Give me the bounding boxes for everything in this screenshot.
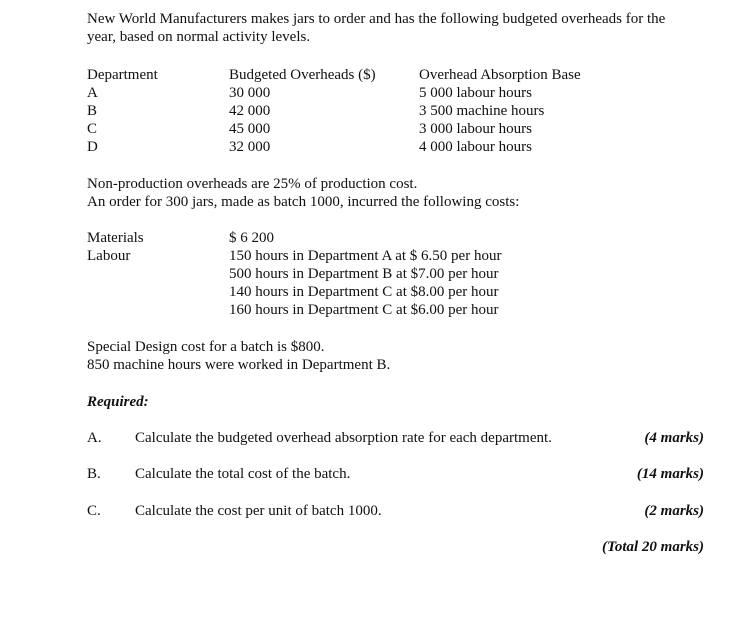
intro-paragraph [87, 10, 707, 46]
materials-label: Materials [87, 230, 144, 246]
labour-line: 150 hours in Department A at $ 6.50 per hour [229, 248, 502, 264]
non-production-line-2: An order for 300 jars, made as batch 1000, incurred the following costs: [87, 194, 520, 210]
department-cell: C [87, 121, 98, 137]
labour-line: 140 hours in Department C at $8.00 per hour [229, 284, 499, 300]
question-text: Calculate the total cost of the batch. [135, 466, 351, 482]
question-text: Calculate the budgeted overhead absorption rate for each department. [135, 430, 552, 446]
question-letter: C. [87, 503, 101, 519]
non-production-paragraph [87, 175, 519, 211]
intro-line-1: New World Manufacturers makes jars to order and has the following budgeted overheads for the [87, 11, 666, 27]
column-header-department: Department [87, 67, 158, 83]
required-heading: Required: [87, 394, 149, 410]
special-line-1: Special Design cost for a batch is $800. [87, 339, 325, 355]
absorption-base-cell: 5 000 labour hours [419, 85, 532, 101]
department-cell: D [87, 139, 98, 155]
intro-line-2: year, based on normal activity levels. [87, 29, 311, 45]
total-marks: (Total 20 marks) [602, 539, 704, 555]
labour-line: 160 hours in Department C at $6.00 per hour [229, 302, 499, 318]
question-letter: B. [87, 466, 101, 482]
labour-label: Labour [87, 248, 131, 264]
special-line-2: 850 machine hours were worked in Department B. [87, 357, 391, 373]
department-cell: A [87, 85, 98, 101]
column-header-absorption-base: Overhead Absorption Base [419, 67, 581, 83]
overheads-cell: 30 000 [229, 85, 271, 101]
non-production-line-1: Non-production overheads are 25% of production cost. [87, 176, 418, 192]
question-row-c [87, 502, 704, 520]
question-marks: (4 marks) [644, 430, 704, 446]
special-design-paragraph [87, 338, 390, 374]
overheads-cell: 32 000 [229, 139, 271, 155]
labour-line: 500 hours in Department B at $7.00 per hour [229, 266, 499, 282]
overheads-cell: 42 000 [229, 103, 271, 119]
question-letter: A. [87, 430, 102, 446]
question-marks: (2 marks) [644, 503, 704, 519]
absorption-base-cell: 3 000 labour hours [419, 121, 532, 137]
question-text: Calculate the cost per unit of batch 1000. [135, 503, 382, 519]
absorption-base-cell: 3 500 machine hours [419, 103, 545, 119]
question-row-a [87, 429, 704, 447]
department-cell: B [87, 103, 98, 119]
absorption-base-cell: 4 000 labour hours [419, 139, 532, 155]
overheads-cell: 45 000 [229, 121, 271, 137]
column-header-budgeted-overheads: Budgeted Overheads ($) [229, 67, 376, 83]
question-row-b [87, 465, 704, 483]
materials-value: $ 6 200 [229, 230, 274, 246]
question-marks: (14 marks) [636, 466, 704, 482]
